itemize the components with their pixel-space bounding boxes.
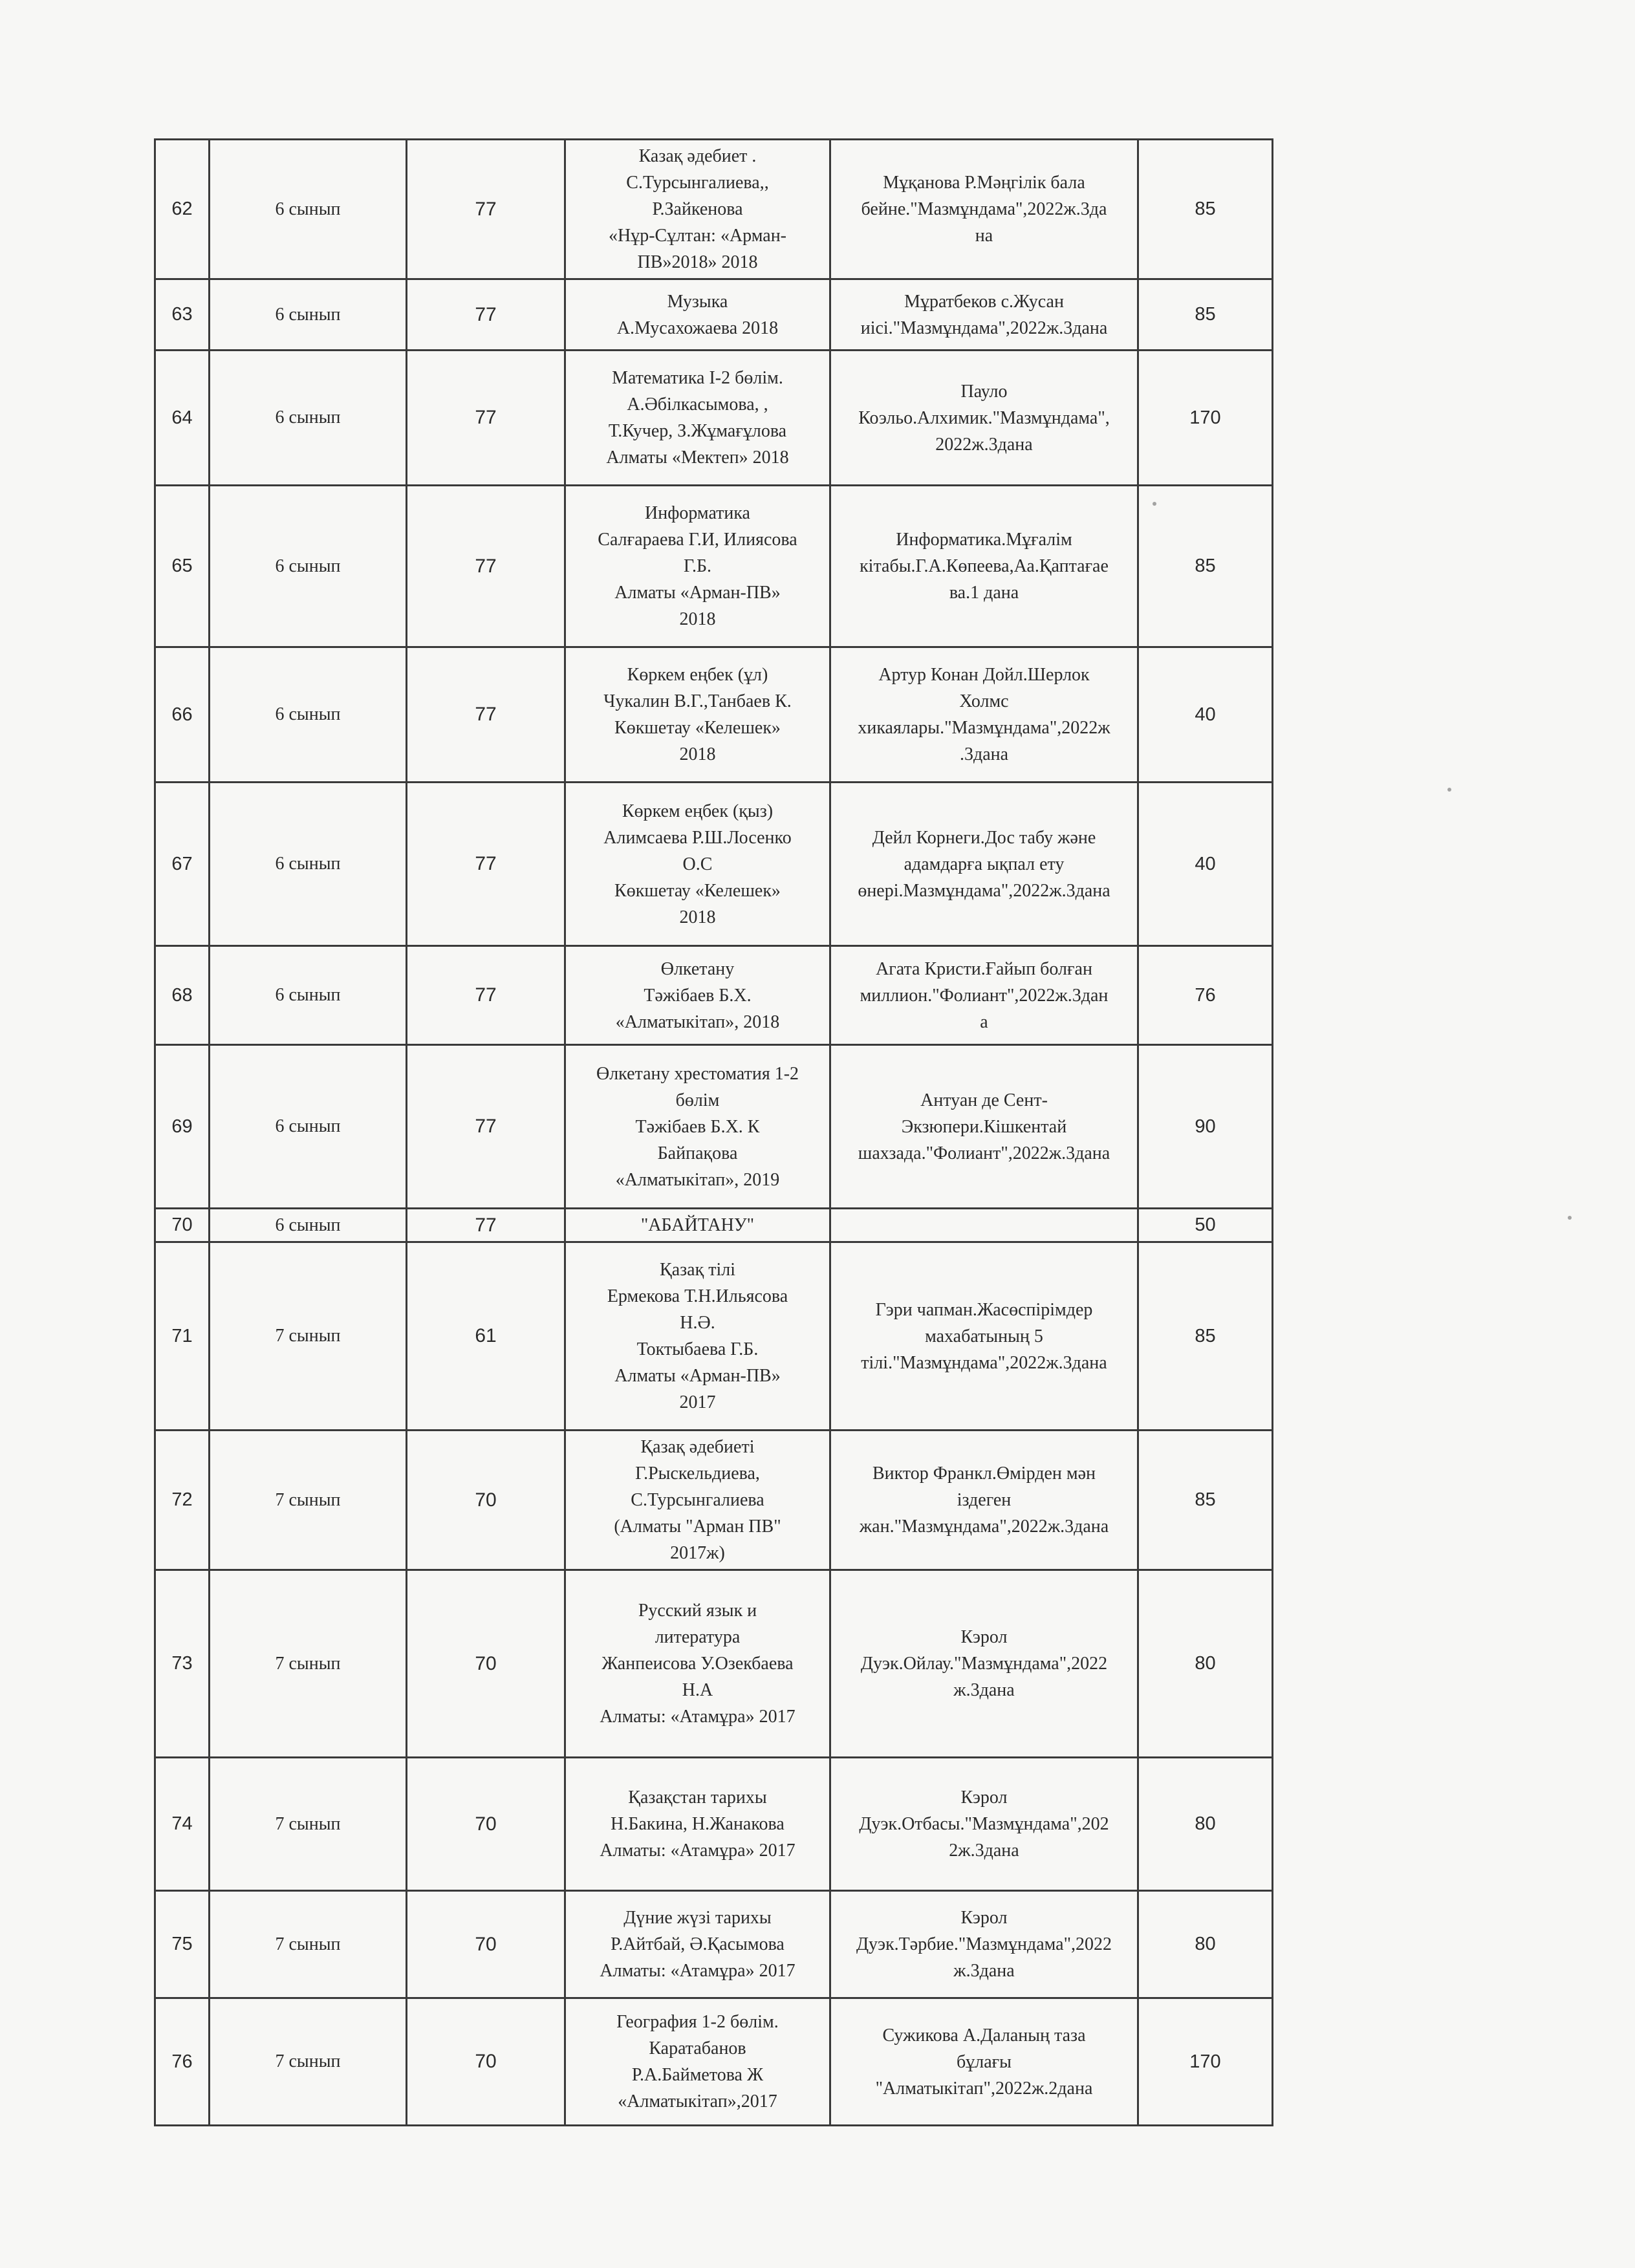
textbook-info: Информатика Салғараева Г.И, Илиясова Г.Б. Алматы «Арман-ПВ» 2018 bbox=[565, 486, 830, 647]
quantity: 170 bbox=[1138, 351, 1273, 486]
textbook-info: "АБАЙТАНУ" bbox=[565, 1209, 830, 1242]
quantity: 76 bbox=[1138, 946, 1273, 1045]
quantity: 40 bbox=[1138, 783, 1273, 946]
class-grade: 6 сынып bbox=[210, 279, 407, 351]
class-grade: 6 сынып bbox=[210, 1045, 407, 1209]
row-number: 62 bbox=[155, 140, 210, 279]
quantity: 85 bbox=[1138, 140, 1273, 279]
student-count: 77 bbox=[407, 486, 565, 647]
textbook-info: Дүние жүзі тарихы Р.Айтбай, Ә.Қасымова Алматы: «Атамұра» 2017 bbox=[565, 1891, 830, 1998]
quantity: 80 bbox=[1138, 1570, 1273, 1758]
extra-literature: Сужикова А.Даланың таза бұлағы "Алматыкітап",2022ж.2дана bbox=[830, 1998, 1138, 2126]
student-count: 70 bbox=[407, 1998, 565, 2126]
student-count: 77 bbox=[407, 946, 565, 1045]
row-number: 68 bbox=[155, 946, 210, 1045]
student-count: 70 bbox=[407, 1758, 565, 1891]
textbook-info: Қазақ әдебиеті Г.Рыскельдиева, С.Турсынгалиева (Алматы "Арман ПВ" 2017ж) bbox=[565, 1431, 830, 1570]
class-grade: 7 сынып bbox=[210, 1570, 407, 1758]
class-grade: 6 сынып bbox=[210, 647, 407, 783]
class-grade: 6 сынып bbox=[210, 486, 407, 647]
quantity: 85 bbox=[1138, 279, 1273, 351]
student-count: 77 bbox=[407, 140, 565, 279]
class-grade: 6 сынып bbox=[210, 783, 407, 946]
quantity: 90 bbox=[1138, 1045, 1273, 1209]
student-count: 77 bbox=[407, 647, 565, 783]
scan-speck bbox=[1568, 1216, 1572, 1220]
textbook-info: Өлкетану Тәжібаев Б.Х. «Алматыкітап», 2018 bbox=[565, 946, 830, 1045]
textbook-info: Музыка А.Мусахожаева 2018 bbox=[565, 279, 830, 351]
student-count: 77 bbox=[407, 279, 565, 351]
textbook-info: Русский язык и литература Жанпеисова У.Озекбаева Н.А Алматы: «Атамұра» 2017 bbox=[565, 1570, 830, 1758]
extra-literature: Пауло Коэльо.Алхимик."Мазмұндама", 2022ж.3дана bbox=[830, 351, 1138, 486]
row-number: 72 bbox=[155, 1431, 210, 1570]
extra-literature: Артур Конан Дойл.Шерлок Холмс хикаялары."Мазмұндама",2022ж .3дана bbox=[830, 647, 1138, 783]
table-row bbox=[155, 351, 1273, 486]
scan-speck bbox=[1447, 788, 1451, 792]
table-row bbox=[155, 1998, 1273, 2126]
quantity: 85 bbox=[1138, 1431, 1273, 1570]
quantity: 80 bbox=[1138, 1758, 1273, 1891]
table-row bbox=[155, 1431, 1273, 1570]
class-grade: 7 сынып bbox=[210, 1998, 407, 2126]
extra-literature: Мұратбеков с.Жусан иісі."Мазмұндама",2022ж.3дана bbox=[830, 279, 1138, 351]
extra-literature: Гэри чапман.Жасөспірімдер махабатының 5 тілі."Мазмұндама",2022ж.3дана bbox=[830, 1242, 1138, 1431]
table-row bbox=[155, 140, 1273, 279]
student-count: 77 bbox=[407, 1045, 565, 1209]
row-number: 74 bbox=[155, 1758, 210, 1891]
class-grade: 7 сынып bbox=[210, 1242, 407, 1431]
class-grade: 6 сынып bbox=[210, 1209, 407, 1242]
table-row bbox=[155, 1891, 1273, 1998]
class-grade: 6 сынып bbox=[210, 351, 407, 486]
table-row bbox=[155, 1045, 1273, 1209]
textbook-info: Өлкетану хрестоматия 1-2 бөлім Тәжібаев Б.Х. К Байпақова «Алматыкітап», 2019 bbox=[565, 1045, 830, 1209]
extra-literature: Виктор Франкл.Өмірден мән іздеген жан."Мазмұндама",2022ж.3дана bbox=[830, 1431, 1138, 1570]
student-count: 77 bbox=[407, 351, 565, 486]
row-number: 64 bbox=[155, 351, 210, 486]
textbook-info: Қазақстан тарихы Н.Бакина, Н.Жанакова Алматы: «Атамұра» 2017 bbox=[565, 1758, 830, 1891]
student-count: 70 bbox=[407, 1891, 565, 1998]
table-row bbox=[155, 946, 1273, 1045]
table-body bbox=[155, 140, 1273, 2126]
row-number: 65 bbox=[155, 486, 210, 647]
textbook-info: Казақ әдебиет . С.Турсынгалиева,, Р.Зайкенова «Нұр-Сұлтан: «Арман- ПВ»2018» 2018 bbox=[565, 140, 830, 279]
quantity: 85 bbox=[1138, 486, 1273, 647]
quantity: 170 bbox=[1138, 1998, 1273, 2126]
extra-literature: Дейл Корнеги.Дос табу және адамдарға ықпал ету өнері.Мазмұндама",2022ж.3дана bbox=[830, 783, 1138, 946]
extra-literature: Информатика.Мұғалім кітабы.Г.А.Көпеева,Аа.Қаптағае ва.1 дана bbox=[830, 486, 1138, 647]
extra-literature: Кэрол Дуэк.Тәрбие."Мазмұндама",2022 ж.3дана bbox=[830, 1891, 1138, 1998]
row-number: 75 bbox=[155, 1891, 210, 1998]
row-number: 76 bbox=[155, 1998, 210, 2126]
class-grade: 6 сынып bbox=[210, 946, 407, 1045]
table-row bbox=[155, 1758, 1273, 1891]
extra-literature: Кэрол Дуэк.Отбасы."Мазмұндама",202 2ж.3дана bbox=[830, 1758, 1138, 1891]
row-number: 63 bbox=[155, 279, 210, 351]
table-row bbox=[155, 1209, 1273, 1242]
quantity: 85 bbox=[1138, 1242, 1273, 1431]
textbook-info: География 1-2 бөлім. Каратабанов Р.А.Байметова Ж «Алматыкітап»,2017 bbox=[565, 1998, 830, 2126]
row-number: 71 bbox=[155, 1242, 210, 1431]
student-count: 77 bbox=[407, 783, 565, 946]
textbook-info: Көркем еңбек (қыз) Алимсаева Р.Ш.Лосенко О.С Көкшетау «Келешек» 2018 bbox=[565, 783, 830, 946]
row-number: 67 bbox=[155, 783, 210, 946]
student-count: 61 bbox=[407, 1242, 565, 1431]
row-number: 70 bbox=[155, 1209, 210, 1242]
table-row bbox=[155, 279, 1273, 351]
textbook-table bbox=[154, 138, 1273, 2126]
student-count: 70 bbox=[407, 1570, 565, 1758]
table-row bbox=[155, 1242, 1273, 1431]
class-grade: 7 сынып bbox=[210, 1431, 407, 1570]
class-grade: 7 сынып bbox=[210, 1758, 407, 1891]
row-number: 69 bbox=[155, 1045, 210, 1209]
table-row bbox=[155, 783, 1273, 946]
extra-literature: Кэрол Дуэк.Ойлау."Мазмұндама",2022 ж.3дана bbox=[830, 1570, 1138, 1758]
textbook-info: Математика І-2 бөлім. А.Әбілкасымова, , Т.Кучер, З.Жұмағұлова Алматы «Мектеп» 2018 bbox=[565, 351, 830, 486]
quantity: 40 bbox=[1138, 647, 1273, 783]
table-row bbox=[155, 1570, 1273, 1758]
textbook-info: Көркем еңбек (ұл) Чукалин В.Г.,Танбаев К. Көкшетау «Келешек» 2018 bbox=[565, 647, 830, 783]
extra-literature: Антуан де Сент- Экзюпери.Кішкентай шахзада."Фолиант",2022ж.3дана bbox=[830, 1045, 1138, 1209]
extra-literature bbox=[830, 1209, 1138, 1242]
student-count: 77 bbox=[407, 1209, 565, 1242]
quantity: 50 bbox=[1138, 1209, 1273, 1242]
quantity: 80 bbox=[1138, 1891, 1273, 1998]
table-row bbox=[155, 647, 1273, 783]
extra-literature: Агата Кристи.Ғайып болған миллион."Фолиант",2022ж.3дан а bbox=[830, 946, 1138, 1045]
row-number: 73 bbox=[155, 1570, 210, 1758]
textbook-info: Қазақ тілі Ермекова Т.Н.Ильясова Н.Ә. Токтыбаева Г.Б. Алматы «Арман-ПВ» 2017 bbox=[565, 1242, 830, 1431]
table-row bbox=[155, 486, 1273, 647]
row-number: 66 bbox=[155, 647, 210, 783]
class-grade: 6 сынып bbox=[210, 140, 407, 279]
class-grade: 7 сынып bbox=[210, 1891, 407, 1998]
extra-literature: Мұқанова Р.Мәңгілік бала бейне."Мазмұндама",2022ж.3да на bbox=[830, 140, 1138, 279]
student-count: 70 bbox=[407, 1431, 565, 1570]
